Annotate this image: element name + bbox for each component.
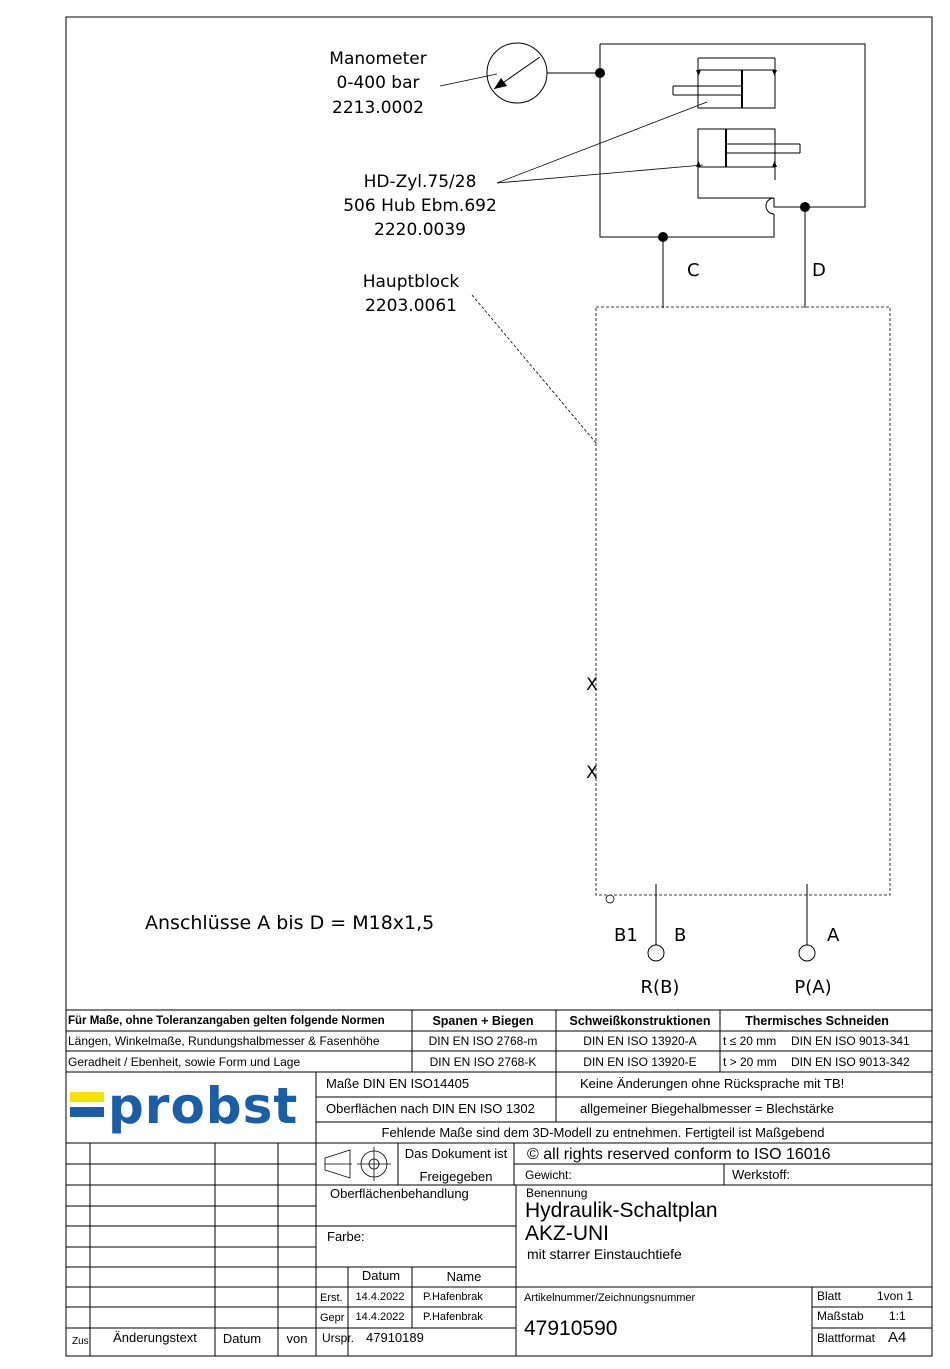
port-label-d: D [812, 260, 826, 281]
therm2-n: DIN EN ISO 9013-342 [791, 1055, 910, 1069]
col-thermisch: Thermisches Schneiden [745, 1014, 889, 1028]
gewicht-label: Gewicht: [525, 1168, 572, 1182]
cylinder-frame-top [600, 44, 865, 207]
norm-row2: Geradheit / Ebenheit, sowie Form und Lage [68, 1055, 301, 1069]
mainblock-leader [472, 295, 596, 443]
cylinder-name: HD-Zyl.75/28 [363, 172, 477, 192]
farbe-label: Farbe: [327, 1229, 365, 1244]
lower-cylinder-body [698, 129, 775, 167]
port-label-b: B [674, 925, 687, 946]
therm1-t: t ≤ 20 mm [723, 1034, 777, 1048]
upper-cylinder-body [698, 70, 775, 108]
col-schweiss: Schweißkonstruktionen [569, 1014, 711, 1028]
port-label-b1: B1 [614, 925, 638, 946]
urspr-number: 47910189 [366, 1330, 424, 1345]
connections-note: Anschlüsse A bis D = M18x1,5 [145, 912, 435, 934]
manometer-needle-arrow [494, 78, 507, 89]
erst-name: P.Hafenbrak [423, 1291, 483, 1303]
spanen2: DIN EN ISO 2768-K [429, 1055, 537, 1069]
therm2-t: t > 20 mm [723, 1055, 777, 1069]
port-label-pa: P(A) [794, 977, 832, 998]
cylinder-number: 2220.0039 [374, 220, 466, 240]
blattformat-value: A4 [888, 1329, 907, 1346]
port-b-circle-icon [648, 945, 664, 961]
gepr-label: Gepr [320, 1312, 345, 1324]
massstab-value: 1:1 [889, 1309, 906, 1323]
dokument-ist: Das Dokument ist [404, 1146, 508, 1161]
zus-label: Zus. [72, 1336, 92, 1347]
name-header: Name [446, 1269, 482, 1284]
von-label: von [286, 1331, 308, 1346]
lower-port-arrow-right [772, 161, 777, 167]
lower-pipe [698, 167, 774, 198]
artikelnummer-label: Artikelnummer/Zeichnungsnummer [524, 1292, 696, 1304]
lower-port-arrow-left [696, 161, 701, 167]
port-a-circle-icon [799, 945, 815, 961]
keine-aenderungen-note: Keine Änderungen ohne Rücksprache mit TB! [580, 1076, 845, 1091]
mainblock-number: 2203.0061 [365, 296, 457, 316]
schematic [145, 43, 890, 998]
drawing-title-3: mit starrer Einstauchtiefe [527, 1246, 682, 1262]
oberflaechen-note: Oberflächen nach DIN EN ISO 1302 [326, 1101, 535, 1116]
manometer-range: 0-400 bar [336, 73, 420, 93]
port-label-x2: X [586, 763, 598, 783]
drawing-title-1: Hydraulik-Schaltplan [525, 1199, 718, 1222]
upper-port-arrow-left [696, 70, 701, 76]
artikelnummer-value: 47910590 [524, 1317, 618, 1340]
manometer-number: 2213.0002 [332, 98, 424, 118]
fehlende-masse-note: Fehlende Maße sind dem 3D-Modell zu entnehmen. Fertigteil ist Maßgebend [381, 1125, 825, 1140]
gepr-datum: 14.4.2022 [355, 1311, 405, 1323]
aenderungstext-label: Änderungstext [113, 1330, 197, 1345]
copyright: © all rights reserved conform to ISO 16016 [527, 1146, 831, 1163]
biegehalbmesser-note: allgemeiner Biegehalbmesser = Blechstärke [580, 1101, 834, 1116]
manometer-leader [440, 74, 497, 86]
gepr-name: P.Hafenbrak [423, 1311, 483, 1323]
werkstoff-label: Werkstoff: [732, 1167, 791, 1182]
logo-bar-yellow [70, 1092, 104, 1102]
masse-note: Maße DIN EN ISO14405 [326, 1076, 470, 1091]
benennung-label: Benennung [526, 1186, 588, 1200]
projection-symbol-icon [325, 1147, 391, 1181]
norm-row1: Längen, Winkelmaße, Rundungshalbmesser & Fasenhöhe [68, 1034, 380, 1048]
therm1-n: DIN EN ISO 9013-341 [791, 1034, 910, 1048]
freigegeben: Freigegeben [419, 1169, 493, 1184]
logo-text: probst [108, 1077, 299, 1135]
erst-datum: 14.4.2022 [355, 1291, 405, 1303]
port-label-c: C [687, 260, 700, 281]
blattformat-label: Blattformat [817, 1331, 876, 1345]
port-label-a: A [827, 925, 840, 946]
cylinder-frame [600, 44, 774, 237]
logo-bar-blue [70, 1107, 104, 1117]
port-label-x1: X [586, 675, 598, 695]
urspr-label: Urspr. [322, 1331, 355, 1345]
drawing-title-2: AKZ-UNI [525, 1222, 609, 1245]
massstab-label: Maßstab [817, 1309, 864, 1323]
norm-header: Für Maße, ohne Toleranzangaben gelten folgende Normen [68, 1015, 385, 1027]
schweiss2: DIN EN ISO 13920-E [583, 1055, 697, 1069]
port-label-rb: R(B) [640, 977, 680, 998]
cylinder-spec: 506 Hub Ebm.692 [343, 196, 497, 216]
manometer-name: Manometer [329, 49, 427, 69]
cylinder-leader-1 [497, 102, 707, 183]
datum-label-bottom: Datum [222, 1331, 262, 1346]
title-block [66, 1010, 932, 1356]
blatt-label: Blatt [817, 1289, 842, 1303]
probst-logo [70, 1077, 298, 1135]
col-spanen: Spanen + Biegen [432, 1014, 534, 1028]
upper-port-arrow-right [772, 70, 777, 76]
spanen1: DIN EN ISO 2768-m [428, 1034, 538, 1048]
datum-header: Datum [361, 1268, 401, 1283]
pipe-crossover [766, 198, 774, 214]
erst-label: Erst. [320, 1292, 343, 1304]
corner-port-icon [606, 895, 614, 903]
schweiss1: DIN EN ISO 13920-A [583, 1034, 697, 1048]
blatt-value: 1von 1 [877, 1289, 914, 1303]
oberflaechenbehandlung-label: Oberflächenbehandlung [330, 1186, 469, 1201]
mainblock-outline [596, 307, 890, 895]
mainblock-name: Hauptblock [362, 272, 460, 292]
